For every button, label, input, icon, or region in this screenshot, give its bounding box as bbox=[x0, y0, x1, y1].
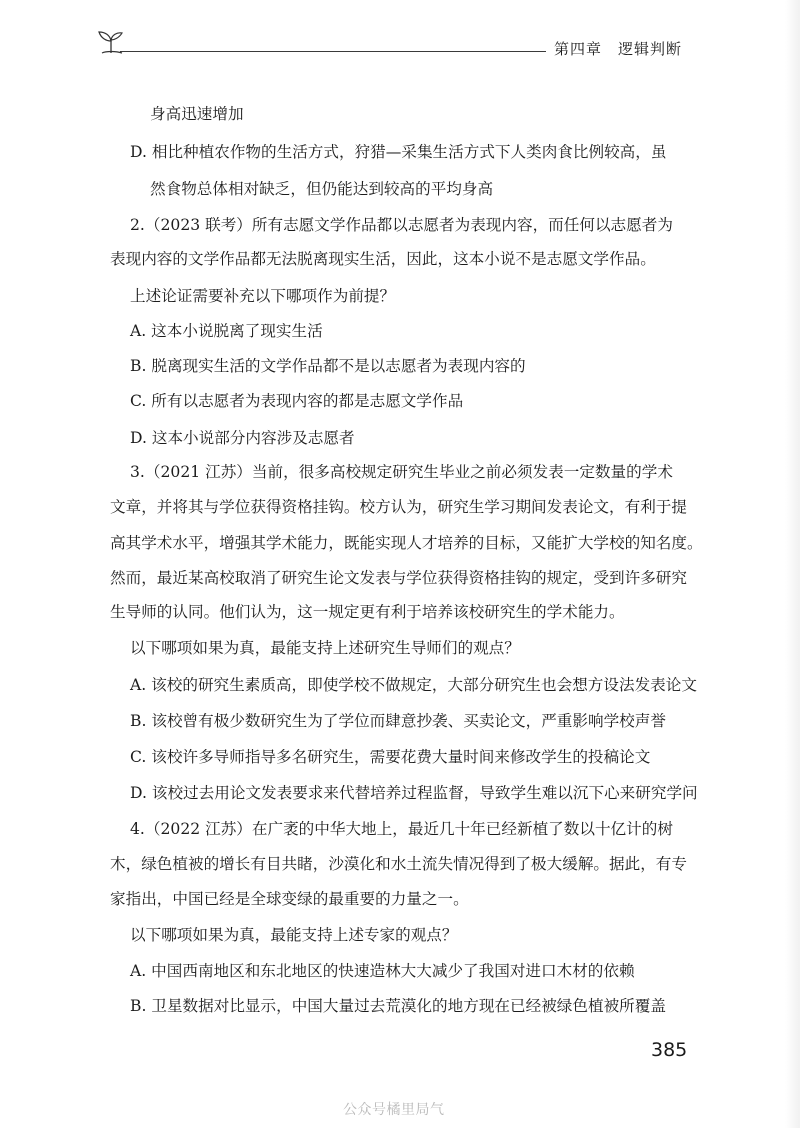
option-c: C. 该校许多导师指导多名研究生，需要花费大量时间来修改学生的投稿论文 bbox=[130, 748, 651, 766]
page-number: 385 bbox=[651, 1039, 688, 1061]
text-line: 表现内容的文学作品都无法脱离现实生活，因此，这本小说不是志愿文学作品。 bbox=[110, 250, 656, 268]
header-rule bbox=[120, 51, 546, 52]
text-line: 生导师的认同。他们认为，这一规定更有利于培养该校研究生的学术能力。 bbox=[110, 603, 625, 621]
page-spine-shadow bbox=[785, 0, 800, 1128]
chapter-label: 第四章 bbox=[554, 40, 603, 58]
option-a: A. 这本小说脱离了现实生活 bbox=[130, 322, 323, 340]
question-3-stem: 3.（2021 江苏）当前，很多高校规定研究生毕业之前必须发表一定数量的学术 bbox=[130, 463, 673, 481]
option-c: C. 所有以志愿者为表现内容的都是志愿文学作品 bbox=[130, 392, 464, 410]
option-b: B. 脱离现实生活的文学作品都不是以志愿者为表现内容的 bbox=[130, 357, 526, 375]
text-line: 然食物总体相对缺乏，但仍能达到较高的平均身高 bbox=[150, 180, 494, 198]
watermark: 公众号橘里局气 bbox=[343, 1102, 445, 1118]
running-header bbox=[554, 38, 682, 59]
option-b: B. 卫星数据对比显示，中国大量过去荒漠化的地方现在已经被绿色植被所覆盖 bbox=[130, 997, 666, 1015]
text-line: 木，绿色植被的增长有目共睹，沙漠化和水土流失情况得到了极大缓解。据此，有专 bbox=[110, 855, 687, 873]
option-b: B. 该校曾有极少数研究生为了学位而肆意抄袭、买卖论文，严重影响学校声誉 bbox=[130, 712, 666, 730]
question-prompt: 以下哪项如果为真，最能支持上述研究生导师们的观点？ bbox=[130, 639, 520, 657]
option-a: A. 中国西南地区和东北地区的快速造林大大减少了我国对进口木材的依赖 bbox=[130, 962, 635, 980]
option-d-line: D. 相比种植农作物的生活方式，狩猎—采集生活方式下人类肉食比例较高，虽 bbox=[130, 143, 667, 161]
question-4-stem: 4.（2022 江苏）在广袤的中华大地上，最近几十年已经新植了数以十亿计的树 bbox=[130, 820, 673, 838]
option-a: A. 该校的研究生素质高，即使学校不做规定，大部分研究生也会想方设法发表论文 bbox=[130, 676, 697, 694]
option-d: D. 这本小说部分内容涉及志愿者 bbox=[130, 429, 355, 447]
question-prompt: 上述论证需要补充以下哪项作为前提？ bbox=[130, 287, 396, 305]
text-line: 然而，最近某高校取消了研究生论文发表与学位获得资格挂钩的规定，受到许多研究 bbox=[110, 569, 687, 587]
option-d: D. 该校过去用论文发表要求来代替培养过程监督，导致学生难以沉下心来研究学问 bbox=[130, 784, 698, 802]
section-label: 逻辑判断 bbox=[618, 40, 683, 58]
question-prompt: 以下哪项如果为真，最能支持上述专家的观点？ bbox=[130, 926, 458, 944]
text-line: 身高迅速增加 bbox=[150, 105, 244, 123]
text-line: 文章，并将其与学位获得资格挂钩。校方认为，研究生学习期间发表论文，有利于提 bbox=[110, 498, 687, 516]
text-line: 家指出，中国已经是全球变绿的最重要的力量之一。 bbox=[110, 890, 469, 908]
question-2-stem: 2.（2023 联考）所有志愿文学作品都以志愿者为表现内容，而任何以志愿者为 bbox=[130, 216, 673, 234]
text-line: 高其学术水平，增强其学术能力，既能实现人才培养的目标，又能扩大学校的知名度。 bbox=[110, 534, 703, 552]
